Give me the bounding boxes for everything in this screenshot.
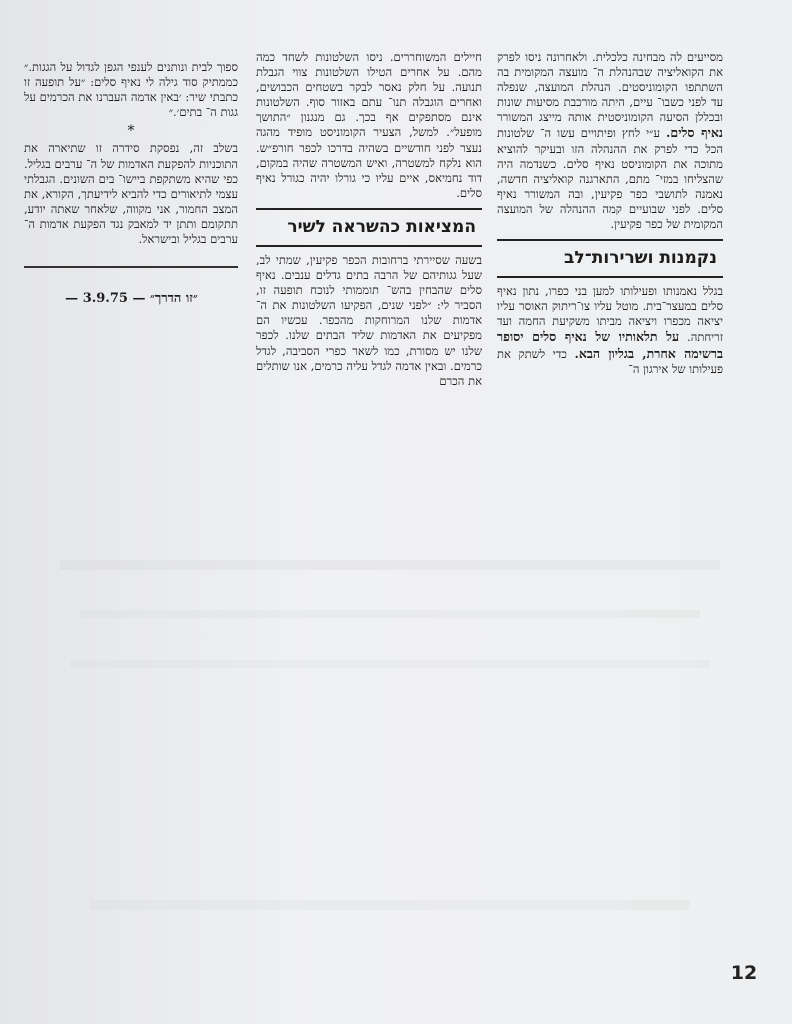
section-heading: נקמנות ושרירות־לב [564, 248, 717, 269]
page-number: 12 [730, 962, 758, 984]
paragraph-text: בשעה שסיירתי ברחובות הכפר פקיעין, שמתי לב, שעל גגותיהם של הרבה בתים גדלים ענבים. נאיף סלים שהבחין בהש־ תוממותי לנוכח תופעה זו, הסביר לי: ״לפני שנים, הפקיעו השלטונות את ה־ אדמות שלנו המרוחקות מהכפר. עכשיו הם מפקיעים את האדמות שליד הבתים שלנו. לכפר שלנו יש מסורת, כמו לשאר כפרי הסביבה, לגדל כרמים. ובאין אדמה לגדל עליה כרמים, אנו שותלים את הכרם [256, 252, 482, 388]
section-rule [256, 245, 482, 247]
section-heading: המציאות כהשראה לשיר [287, 216, 476, 237]
bleed-through-texture [80, 610, 700, 618]
closing-rule [24, 266, 238, 268]
bold-note: על תלאותיו של נאיף סלים יסופר ברשימה אחרת, בגליון הבא. [497, 329, 723, 361]
bleed-through-texture [90, 900, 690, 910]
paragraph-text: כדי לשתק את פעילותו של אירגון ה־ [497, 346, 723, 376]
article-column-middle [256, 50, 482, 389]
article-column-right [497, 50, 723, 377]
name-bold: נאיף סלים. [666, 125, 723, 141]
paragraph-text: ע״י לחץ ופיתויים עשו ה־ שלטונות הכל כדי לפרק את ההנהלה הזו ובעיקר להוציא מתוכה את הקומוניסט נאיף סלים. כשנדמה היה שהצליחו במזי־ מתם, התארגנה קואליציה חדשה, נאמנה לתושבי כפר פקיעין, ובה המשורר נאיף סלים. לפני שבועיים קמה ההנהלה של המועצה המקומית של כפר פקיעין. [497, 126, 723, 232]
paragraph-text: מסייעים לה מבחינה כלכלית. ולאחרונה ניסו לפרק את הקואליציה שבהנהלת ה־ מועצה המקומית בה השתתפו הקומוניסטים. הנהלת המועצה, שנפלה עד לפני כשבו־ עיים, היתה מורכבת מסיעות שונות ובכללן הסיעה הקומוניסטית אותה מייצג המשורר [497, 50, 723, 125]
asterisk-separator: * [127, 123, 135, 140]
bleed-through-texture [70, 660, 710, 668]
paragraph-text: חיילים המשוחררים. ניסו השלטונות לשחד כמה מהם. על אחרים הטילו השלטונות צווי הגבלת תנועה. על חלק נאסר לבקר בשטחים הכבושים, ואחרים הוגבלה תנו־ עתם באזור סוף. השלטונות אינם מסתפקים אף בכך. גם מנגנון ״התושך מופעל״. למשל, הצעיר הקומוניסט מופיד מהגה נעצר לפני חודשיים בשהיה בדרכו לכפר חורפ״ש. הוא נלקח למשטרה, ואיש המשטרה שהיה במקום, דוד נחמיאס, איים עליו כי גורלו יהיה כגורל נאיף סלים. [256, 50, 482, 200]
paragraph-text: ספוך לבית ונותנים לענפי הגפן לגדול על הגגות.״ כממתיק סוד גילה לי נאיף סלים: ״על תופעה זו כתבתי שיר: ׳באין אדמה העברנו את הכרמים על גגות ה־ בתים׳.״ [24, 60, 238, 120]
bleed-through-texture [60, 560, 720, 570]
paragraph-text: בשלב זה, נפסקת סידרה זו שתיארה את התוכניות להפקעת האדמות של ה־ ערבים בגליל. כפי שהיא משתקפת ביישו־ בים השונים. הגבלתי עצמי לתיאורים כדי להביא לידיעתך, הקורא, את המצב החמור, אני מקווה, שלאחר שאתה יודע, תתקומם ותתן יד למאבק נגד הפקעת אדמות ה־ ערבים בגליל ובישראל. [24, 141, 238, 247]
section-rule [497, 276, 723, 278]
section-rule [497, 239, 723, 241]
paragraph [497, 50, 723, 232]
source-date: ״זו הדרך״ — 3.9.75 — [65, 291, 198, 306]
paragraph [497, 284, 723, 377]
paragraph-text: בגלל נאמנותו ופעילותו למען בני כפרו, נתון נאיף סלים במעצר־בית. מוטל עליו צו־ריתוק האוסר עליו יציאה מכפרו ויציאה מביתו משקיעת החמה ועד זריחתה. [497, 284, 724, 345]
section-rule [256, 208, 482, 210]
article-column-left [24, 60, 238, 247]
